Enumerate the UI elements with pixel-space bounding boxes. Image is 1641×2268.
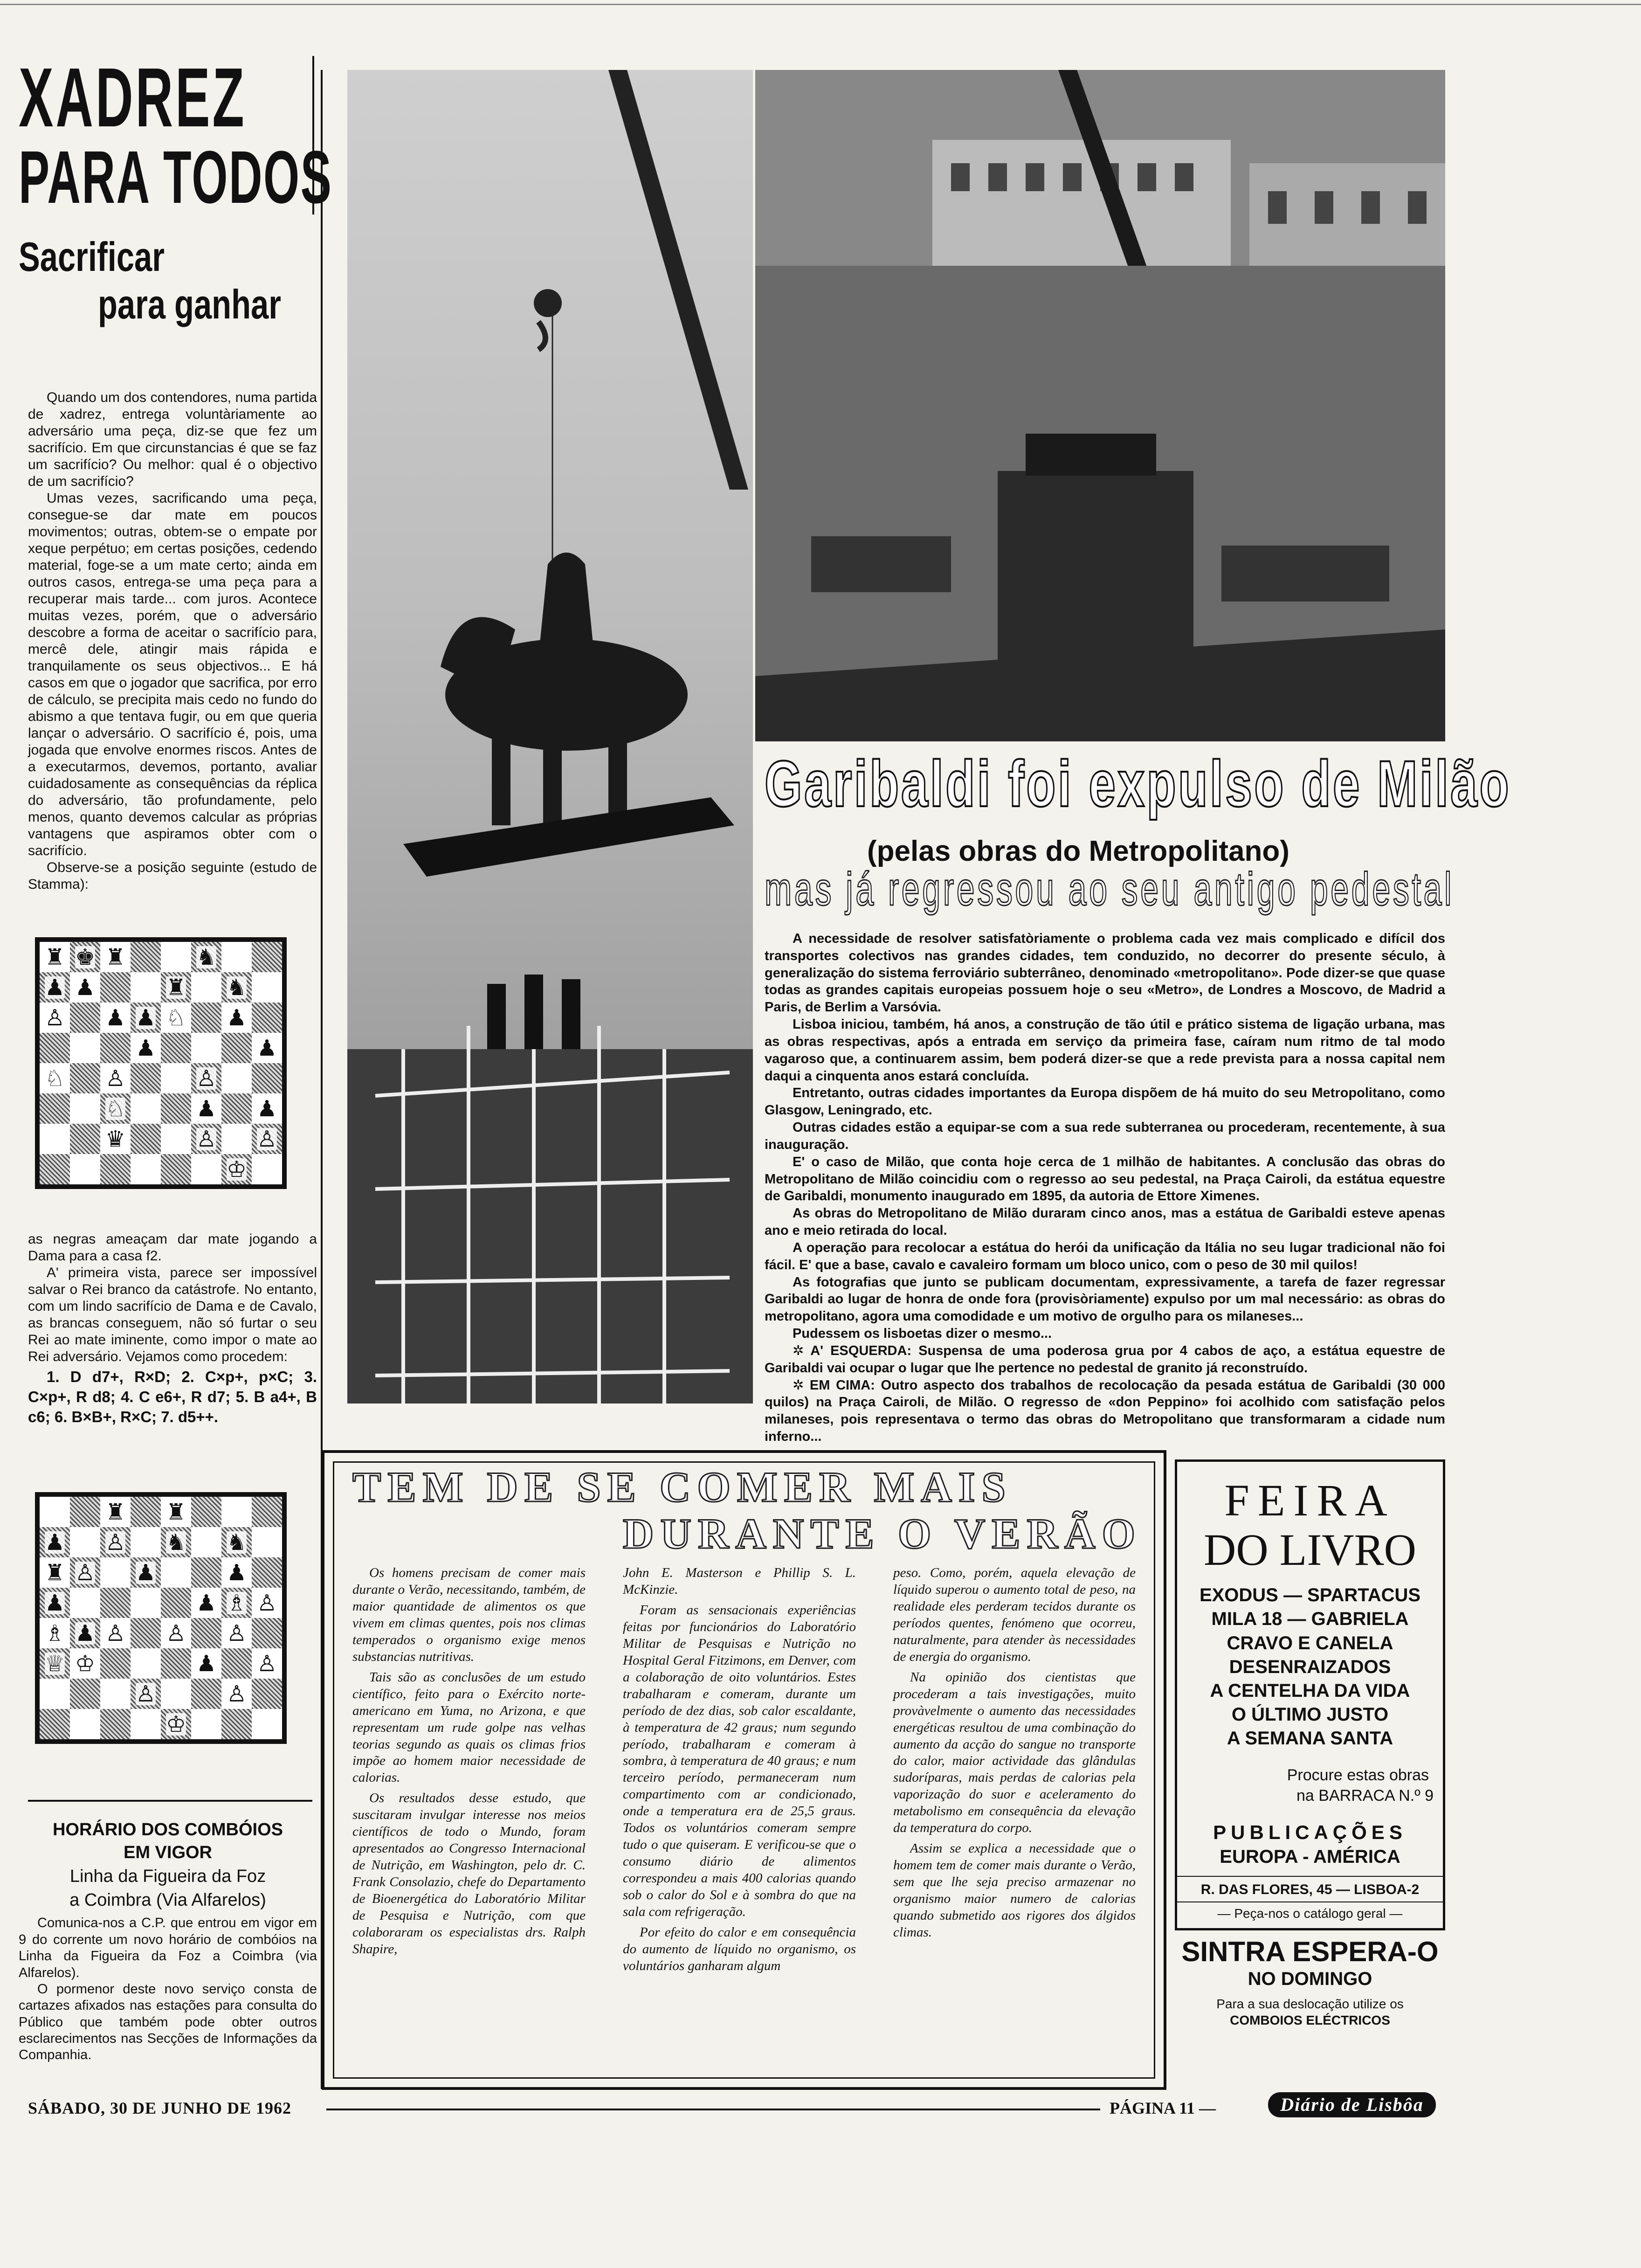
sintra-title: SINTRA ESPERA-O [1181,1936,1439,1967]
chess-square [161,1093,191,1124]
sintra-line-1: Para a sua deslocação utilize os [1216,1997,1404,2011]
feira-publisher-1: PUBLICAÇÕES [1213,1821,1407,1843]
summer-title-2: DURANTE O VERÃO [623,1510,1142,1557]
chess-square [191,1588,221,1618]
chess-square [221,1588,252,1618]
chess-square [131,1154,161,1184]
chess-square [252,1497,282,1527]
horario-line-1: Linha da Figueira da Foz [69,1866,266,1886]
chess-square [191,1709,221,1739]
chess-piece: ♞ [226,974,247,1001]
feira-book: CRAVO E CANELA [1227,1632,1393,1653]
chess-piece: ♜ [165,1499,186,1525]
chess-piece: ♛ [105,1126,126,1152]
chess-square [221,1003,252,1033]
chess-square [131,1557,161,1588]
chess-square [40,1618,70,1648]
chess-square [70,942,100,972]
chess-piece: ♙ [75,1559,96,1586]
chess-square [191,1679,221,1709]
garibaldi-subtitle-2: mas já regressou ao seu antigo pedestal [765,863,1455,915]
chess-headline-1: Sacrificar [19,234,165,280]
chess-piece: ♟ [226,1004,247,1031]
chess-square [100,1497,131,1527]
chess-piece: ♞ [165,1529,186,1556]
chess-piece: ♙ [226,1680,247,1707]
chess-square [252,1588,282,1618]
chess-paragraph-5: A' primeira vista, parece ser impossível salvar o Rei branco da catástrofe. No entanto, com um lindo sacrifício de Dama e de Cavalo, as brancas conseguem, não só furtar o seu Rei ao mate iminente, como impor o mate ao Rei adversário. Vejamos como procedem: [28,1265,317,1364]
chess-piece: ♔ [75,1650,96,1677]
chess-piece: ♟ [105,1004,126,1031]
summer-paragraph: John E. Masterson e Phillip S. L. McKinzie. [623,1565,856,1597]
train-schedule-notice [19,1819,317,2064]
chess-piece: ♙ [196,1065,217,1092]
newspaper-logo: Diário de Lisbôa [1268,2092,1436,2117]
chess-square [191,1527,221,1557]
chess-piece: ♟ [75,974,96,1001]
summer-column-1 [352,1565,586,1962]
horario-top-rule [28,1800,312,1802]
chess-piece: ♙ [135,1680,156,1707]
chess-square [161,1588,191,1618]
chess-square [100,1124,131,1154]
photo-statue-crane [347,70,753,1404]
chess-headline-2: para ganhar [98,281,281,327]
chess-square [131,1063,161,1093]
article-paragraph: Lisboa iniciou, também, há anos, a construção de tão útil e prático sistema de ligação urbana, mas as obras respectivas, após a entrada em serviço da primeira fase, caíram num ritmo de tal modo vagaroso que, a continuarem assim, bem poderá dizer-se que a rede prevista para a nossa capital nem daqui a cinquenta anos estará concluída. [765,1017,1445,1084]
chess-square [252,942,282,972]
sintra-subtitle: NO DOMINGO [1248,1969,1372,1989]
chess-square [40,1154,70,1184]
summer-title-1: TEM DE SE COMER MAIS [352,1463,1012,1511]
chess-piece: ♟ [135,1035,156,1061]
chess-square [40,972,70,1003]
chess-square [221,1063,252,1093]
chess-square [70,1648,100,1679]
chess-square [100,1648,131,1679]
chess-square [221,1093,252,1124]
chess-square [221,1124,252,1154]
chess-piece: ♙ [196,1126,217,1152]
chess-square [221,1527,252,1557]
chess-column [19,51,333,328]
chess-square [70,1527,100,1557]
chess-piece: ♙ [44,1004,65,1031]
chess-square [100,1063,131,1093]
chess-square [191,1618,221,1648]
chess-square [70,1093,100,1124]
chess-square [252,1093,282,1124]
chess-square [100,1557,131,1588]
summer-paragraph: Foram as sensacionais experiências feitas por funcionários do Laboratório Militar de Pesquisas e Nutrição no Hospital Geral Fitzimons, em Denver, com a colaboração de oito voluntários. Estes trabalharam e comeram, durante um período de dez dias, sob calor escaldante, à temperatura de 42 graus; num segundo período, trabalharam e comeram à sombra, à temperatura de 40 graus; e num terceiro período, permaneceram num compartimento com ar condicionado, onde a temperatura era de 25,5 graus. Todos os voluntários comeram sempre tudo o que quiseram. E verificou-se que o consumo diário de alimentos correspondeu a mais 400 calorias quando sob o calor do Sol e à sombra do que na sala com refrigeração. [623,1602,856,1920]
chess-square [70,1003,100,1033]
chess-piece: ♜ [165,974,186,1001]
chess-square [252,1063,282,1093]
chess-square [221,1557,252,1588]
chess-square [70,1063,100,1093]
chess-piece: ♚ [75,944,96,970]
chess-square [131,1618,161,1648]
chess-subtitle: PARA TODOS [19,135,333,219]
photo-milan-square [755,70,1445,741]
chess-board-2 [35,1492,287,1744]
chess-square [221,1497,252,1527]
chess-piece: ♔ [226,1156,247,1182]
chess-square [221,942,252,972]
chess-square [131,1093,161,1124]
chess-square [252,1679,282,1709]
chess-piece: ♙ [256,1590,277,1616]
footer-rule-1 [326,2109,1100,2110]
chess-title: XADREZ [19,51,247,145]
chess-paragraph-2: Umas vezes, sacrificando uma peça, consegue-se dar mate em poucos movimentos; outras, obtem-se o empate por xeque perpétuo; em certas posições, cedendo material, foge-se a um mate certo; ainda em outros casos, entrega-se uma peça para a recuperar mais tarde... com juros. Acontece muitas vezes, porém, que o adversário descobre a forma de aceitar o sacrifício para, mercê dele, atingir mais rápida e tranquilamente os seus objectivos... E há casos em que o jogador que sacrifica, por erro de cálculo, se precipita mais cedo no fundo do abismo a que tentava fugir, ou em que queria lançar o adversário. O sacrifício é, pois, uma jogada que envolve enormes riscos. Antes de a executarmos, devemos, portanto, avaliar cuidadosamente as consequências da réplica do adversário, tão profundamente, pelo menos, quanto devemos calcular as próprias vantagens que aspiramos obter com o sacrifício. [28,491,317,858]
chess-text-top [28,389,317,893]
chess-square [131,1588,161,1618]
chess-square [100,1527,131,1557]
article-paragraph: A operação para recolocar a estátua do herói da unificação da Itália no seu lugar tradicional não foi fácil. E' que a base, cavalo e cavaleiro formam um bloco unico, com o peso de 30 mil quilos! [765,1240,1445,1272]
chess-square [221,1154,252,1184]
garibaldi-article [765,930,1445,1445]
chess-square [161,1709,191,1739]
chess-piece: ♘ [165,1004,186,1031]
chess-piece: ♙ [105,1620,126,1646]
feira-address: R. DAS FLORES, 45 — LISBOA-2 [1177,1876,1443,1899]
chess-square [131,972,161,1003]
chess-square [131,942,161,972]
chess-square [40,1093,70,1124]
top-rule [0,4,1641,5]
chess-square [161,1527,191,1557]
chess-square [40,1033,70,1063]
horario-paragraph-2: O pormenor deste novo serviço consta de cartazes afixados nas estações para consulta do Público que também pode obter outros esclarecimentos nas Secções de Informações da Companhia. [19,1981,317,2063]
article-caption-left: ✲ A' ESQUERDA: Suspensa de uma poderosa grua por 4 cabos de aço, a estátua equestre de Garibaldi vai ocupar o lugar que lhe pertence no pedestal de granito já reconstruído. [765,1343,1445,1376]
article-paragraph: E' o caso de Milão, que conta hoje cerca de 1 milhão de habitantes. A conclusão das obras do Metropolitano de Milão coincidiu com o regresso ao seu pedestal, na Praça Cairoli, da estátua equestre de Garibaldi, monumento inaugurado em 1895, da autoria de Ettore Ximenes. [765,1154,1445,1204]
chess-square [40,1679,70,1709]
feira-book: A SEMANA SANTA [1227,1728,1393,1749]
feira-catalog: — Peça-nos o catálogo geral — [1177,1902,1443,1922]
chess-piece: ♟ [196,1590,217,1616]
chess-square [252,1124,282,1154]
chess-square [221,1679,252,1709]
summer-paragraph: Na opinião dos cientistas que procederam a tais investigações, muito provàvelmente o aumento das necessidades energéticas resultou de uma combinação do aumento da acção do sangue no transporte do calor, maior actividade das glândulas sudoríparas, mais perdas de calorias pela vaporização do suor e aceleramento do metabolismo em consequência da elevação da temperatura do corpo. [893,1669,1136,1836]
chess-square [100,1154,131,1184]
chess-piece: ♘ [44,1065,65,1092]
chess-square [252,1557,282,1588]
article-caption-top: ✲ EM CIMA: Outro aspecto dos trabalhos de recolocação da pesada estátua de Garibaldi (30 000 quilos) na Praça Cairoli, de Milão. O regresso de «don Peppino» foi acolhido com satisfação pelos milaneses, pois representava o termo das obras do Metropolitano que transformaram a cidade num inferno... [765,1377,1445,1445]
article-paragraph: Outras cidades estão a equipar-se com a sua rede subterranea ou procederam, recentemente, à sua inauguração. [765,1120,1445,1152]
chess-paragraph-4: as negras ameaçam dar mate jogando a Dama para a casa f2. [28,1231,317,1264]
chess-piece: ♟ [226,1559,247,1586]
chess-piece: ♟ [75,1620,96,1646]
article-paragraph: As obras do Metropolitano de Milão duraram cinco anos, mas a estátua de Garibaldi esteve apenas ano e meio retirada do local. [765,1206,1445,1238]
sintra-ad [1175,1935,1445,2028]
summer-paragraph: Assim se explica a necessidade que o homem tem de comer mais durante o Verão, sem que lhe seja preciso armazenar no organismo maior numero de calorias quando submetido aos rigores dos álgidos climas. [893,1841,1136,1940]
chess-square [40,1709,70,1739]
feira-title-2: DO LIVRO [1204,1524,1416,1575]
feira-book: O ÚLTIMO JUSTO [1231,1704,1389,1725]
chess-square [161,942,191,972]
chess-square [40,1063,70,1093]
chess-piece: ♟ [135,1559,156,1586]
chess-square [221,1033,252,1063]
chess-square [221,972,252,1003]
article-paragraph: As fotografias que junto se publicam documentam, expressivamente, a tarefa de fazer regressar Garibaldi ao lugar de honra de onde fora (provisòriamente) expulso por um mal necessário: as obras do metropolitano, agora uma comodidade e um motivo de orgulho para os milaneses... [765,1274,1445,1324]
feira-book: DESENRAIZADOS [1229,1656,1391,1677]
chess-square [131,1033,161,1063]
article-paragraph: Entretanto, outras cidades importantes da Europa dispõem de há muito do seu Metropolitano, como Glasgow, Leningrado, etc. [765,1086,1445,1118]
chess-piece: ♟ [44,1590,65,1616]
chess-square [161,1497,191,1527]
chess-piece: ♜ [44,944,65,970]
summer-paragraph: peso. Como, porém, aquela elevação de líquido superou o aumento total de peso, na realidade eles perderam tecidos durante os períodos quentes, fenómeno que ocorreu, naturalmente, para atender às necessidades de energia do organismo. [893,1565,1136,1664]
chess-square [70,1557,100,1588]
summer-column-3 [893,1565,1136,1945]
chess-square [40,1003,70,1033]
horario-paragraph-1: Comunica-nos a C.P. que entrou em vigor em 9 do corrente um novo horário de combóios na Linha da Figueira da Foz a Coimbra (via Alfarelos). [19,1915,317,1980]
chess-square [40,1497,70,1527]
chess-square [40,942,70,972]
chess-piece: ♞ [196,944,217,970]
chess-square [191,942,221,972]
chess-piece: ♟ [256,1095,277,1122]
chess-square [191,1154,221,1184]
sintra-line-2: COMBOIOS ELÉCTRICOS [1230,2012,1390,2027]
chess-piece: ♙ [105,1529,126,1556]
chess-square [100,1709,131,1739]
garibaldi-subtitle: (pelas obras do Metropolitano) [867,835,1289,867]
chess-square [252,1033,282,1063]
chess-square [191,1648,221,1679]
chess-square [70,1124,100,1154]
chess-square [191,1093,221,1124]
book-fair-ad [1175,1459,1445,1930]
chess-square [221,1618,252,1648]
feira-title-1: FEIRA [1224,1475,1396,1525]
chess-square [70,1618,100,1648]
chess-square [161,1124,191,1154]
summer-food-box [322,1450,1166,2090]
chess-square [70,972,100,1003]
chess-square [131,1709,161,1739]
chess-text-mid [28,1231,317,1427]
chess-paragraph-3: Observe-se a posição seguinte (estudo de Stamma): [28,860,317,892]
chess-square [252,972,282,1003]
chess-square [100,1618,131,1648]
chess-piece: ♜ [105,1499,126,1525]
summer-paragraph: Os homens precisam de comer mais durante o Verão, necessitando, também, de maior quantidade de alimentos os que vivem em climas quentes, pois nos climas temperados o organismo exige menos substancias nutritivas. [352,1565,586,1664]
chess-square [70,1154,100,1184]
summer-column-2 [623,1565,856,1978]
chess-square [100,942,131,972]
chess-square [161,1557,191,1588]
feira-procure-1: Procure estas obras [1287,1766,1429,1784]
chess-piece: ♙ [256,1126,277,1152]
chess-piece: ♙ [165,1620,186,1646]
summer-paragraph: Os resultados desse estudo, que suscitaram invulgar interesse nos meios científicos de todo o Mundo, foram apresentados ao Congresso Internacional de Nutrição, em Washington, pelo dr. C. Frank Consolazio, chefe do Departamento de Bioenergética do Laboratório Militar de Pesquisa e Nutrição, com que colaboraram os especialistas drs. Ralph Shapire, [352,1791,586,1957]
chess-square [191,1124,221,1154]
chess-piece: ♗ [226,1590,247,1616]
footer-page-number: PÁGINA 11 — [1110,2099,1216,2117]
feira-book: EXODUS — SPARTACUS [1199,1585,1421,1606]
chess-square [70,1033,100,1063]
horario-text [19,1915,317,2063]
square-illustration [755,70,1445,741]
chess-square [252,1003,282,1033]
chess-square [100,1679,131,1709]
chess-piece: ♔ [165,1711,186,1737]
chess-square [100,1093,131,1124]
chess-square [70,1588,100,1618]
chess-square [100,1588,131,1618]
chess-square [131,1124,161,1154]
chess-square [70,1497,100,1527]
chess-square [252,1709,282,1739]
chess-board-1 [35,937,287,1189]
statue-illustration [347,70,753,1404]
article-paragraph: A necessidade de resolver satisfatòriamente o problema cada vez mais complicado e difícil dos transportes colectivos nas grandes cidades, tem conduzido, no decorrer do presente século, à generalização do sistema ferroviário subterrâneo, denominado «metropolitano». Pode dizer-se que quase todas as grandes capitais europeias possuem hoje o seu «Metro», de Londres a Moscovo, de Madrid a Paris, de Berlim a Varsóvia. [765,931,1445,1015]
chess-paragraph-1: Quando um dos contendores, numa partida de xadrez, entrega voluntàriamente ao adversário uma peça, diz-se que fez um sacrifício. Em que circunstancias é que se faz um sacrifício? Ou melhor: qual é o objectivo de um sacrifício? [28,390,317,489]
chess-square [40,1124,70,1154]
chess-square [191,1063,221,1093]
chess-square [191,1557,221,1588]
chess-piece: ♙ [226,1620,247,1646]
chess-square [191,1497,221,1527]
chess-piece: ♟ [44,974,65,1001]
footer-date: SÁBADO, 30 DE JUNHO DE 1962 [28,2099,292,2117]
chess-piece: ♙ [105,1065,126,1092]
feira-procure-2: na BARRACA N.º 9 [1296,1786,1434,1805]
chess-piece: ♟ [44,1529,65,1556]
horario-title-2: EM VIGOR [123,1843,213,1863]
chess-square [161,1679,191,1709]
chess-piece: ♟ [256,1035,277,1061]
chess-piece: ♟ [196,1650,217,1677]
chess-square [40,1527,70,1557]
chess-square [252,1154,282,1184]
chess-moves: 1. D d7+, R×D; 2. C×p+, p×C; 3. C×p+, R d8; 4. C e6+, R d7; 5. B a4+, B c6; 6. B×B+, R×C; 7. d5++. [28,1368,317,1425]
chess-square [161,1648,191,1679]
chess-piece: ♟ [135,1004,156,1031]
chess-square [252,1527,282,1557]
chess-square [131,1497,161,1527]
chess-square [252,1648,282,1679]
chess-square [191,972,221,1003]
chess-square [191,1033,221,1063]
feira-book: MILA 18 — GABRIELA [1211,1609,1409,1630]
chess-piece: ♟ [196,1095,217,1122]
chess-square [131,1679,161,1709]
chess-square [131,1003,161,1033]
horario-line-2: a Coimbra (Via Alfarelos) [69,1890,266,1910]
chess-square [221,1709,252,1739]
chess-square [161,1063,191,1093]
garibaldi-headline: Garibaldi foi expulso de Milão [765,747,1511,820]
chess-piece: ♙ [256,1650,277,1677]
chess-piece: ♘ [105,1095,126,1122]
horario-title-1: HORÁRIO DOS COMBÓIOS [52,1820,283,1839]
article-paragraph: Pudessem os lisboetas dizer o mesmo... [793,1326,1052,1341]
feira-publisher-2: EUROPA - AMÉRICA [1220,1846,1400,1867]
chess-square [100,1003,131,1033]
chess-square [70,1709,100,1739]
chess-square [252,1618,282,1648]
chess-square [221,1648,252,1679]
chess-square [161,1033,191,1063]
summer-paragraph: Por efeito do calor e em consequência do aumento de líquido no organismo, os voluntários ganharam algum [623,1925,856,1973]
chess-piece: ♗ [44,1620,65,1646]
chess-piece: ♜ [44,1559,65,1586]
chess-square [70,1679,100,1709]
chess-square [161,1003,191,1033]
chess-square [40,1648,70,1679]
chess-square [131,1648,161,1679]
chess-square [161,1154,191,1184]
chess-square [100,972,131,1003]
chess-square [131,1527,161,1557]
summer-paragraph: Tais são as conclusões de um estudo científico, feito para o Exército norte-americano em Yuma, no Arizona, e que representam um rude golpe nas velhas teorias segundo as quais os climas frios impõe ao homem maior necessidade de calorias. [352,1669,586,1785]
chess-square [40,1588,70,1618]
chess-square [191,1003,221,1033]
chess-square [161,1618,191,1648]
chess-square [161,972,191,1003]
chess-piece: ♜ [105,944,126,970]
chess-piece: ♞ [226,1529,247,1556]
feira-book: A CENTELHA DA VIDA [1210,1680,1410,1701]
chess-square [40,1557,70,1588]
chess-piece: ♕ [44,1650,65,1677]
chess-square [100,1033,131,1063]
